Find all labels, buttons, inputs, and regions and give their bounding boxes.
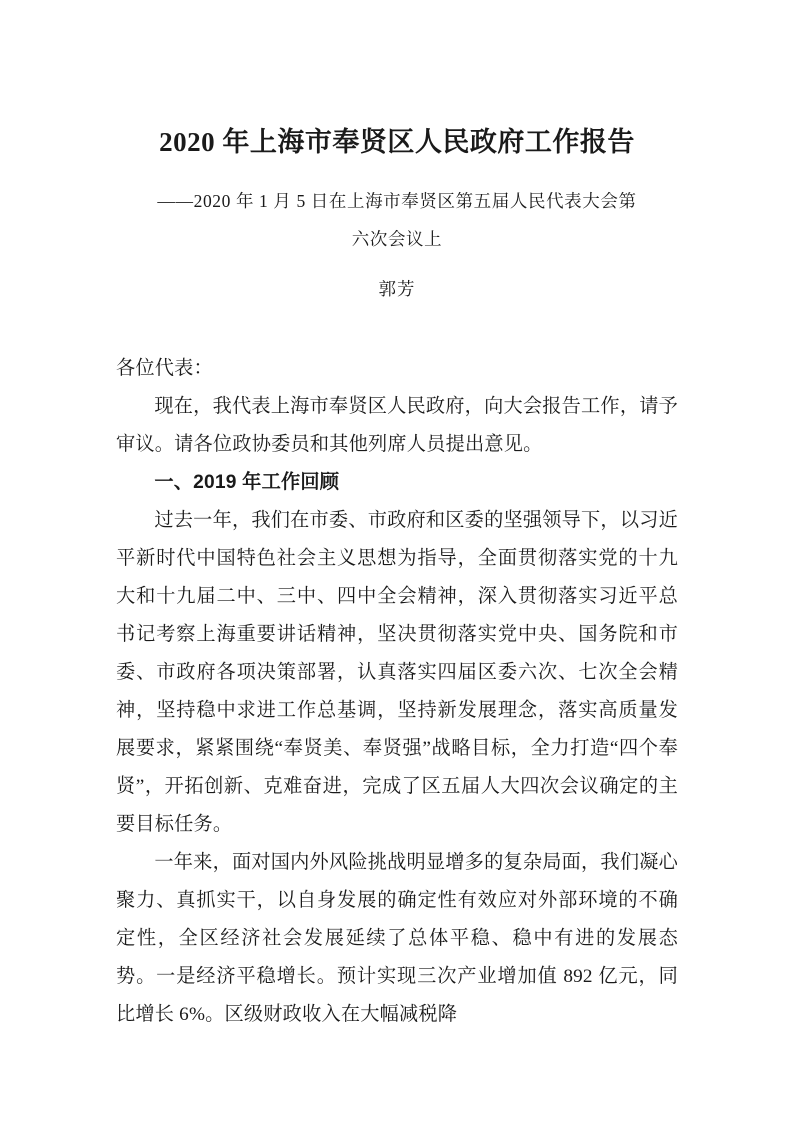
document-subtitle-line-1: ——2020 年 1 月 5 日在上海市奉贤区第五届人民代表大会第 bbox=[157, 191, 637, 212]
document-body bbox=[116, 306, 678, 1034]
body-paragraph-2: 一年来，面对国内外风险挑战明显增多的复杂局面，我们凝心聚力、真抓实干，以自身发展的确定性有效应对外部环境的不确定性，全区经济社会发展延续了总体平稳、稳中有进的发展态势。一是经济平稳增长。预计实现三次产业增加值 892 亿元，同比增长 6%。区级财政收入在大幅减税降 bbox=[116, 852, 678, 1026]
document-subtitle-line-2: 六次会议上 bbox=[351, 229, 443, 250]
section-heading-1: 一、2019 年工作回顾 bbox=[154, 472, 340, 494]
document-title: 2020 年上海市奉贤区人民政府工作报告 bbox=[159, 127, 635, 157]
document-subtitle bbox=[116, 160, 678, 258]
body-paragraph-1: 过去一年，我们在市委、市政府和区委的坚强领导下，以习近平新时代中国特色社会主义思想为指导，全面贯彻落实党的十九大和十九届二中、三中、四中全会精神，深入贯彻落实习近平总书记考察上海重要讲话精神，坚决贯彻落实党中央、国务院和市委、市政府各项决策部署，认真落实四届区委六次、七次全会精神，坚持稳中求进工作总基调，坚持新发展理念，落实高质量发展要求，紧紧围绕“奉贤美、奉贤强”战略目标，全力打造“四个奉贤”，开拓创新、克难奋进，完成了区五届人大四次会议确定的主要目标任务。 bbox=[116, 510, 678, 836]
document-author: 郭芳 bbox=[378, 279, 416, 300]
salutation: 各位代表： bbox=[116, 358, 213, 380]
opening-paragraph: 现在，我代表上海市奉贤区人民政府，向大会报告工作，请予审议。请各位政协委员和其他列席人员提出意见。 bbox=[116, 396, 678, 456]
page-content bbox=[116, 0, 678, 1034]
